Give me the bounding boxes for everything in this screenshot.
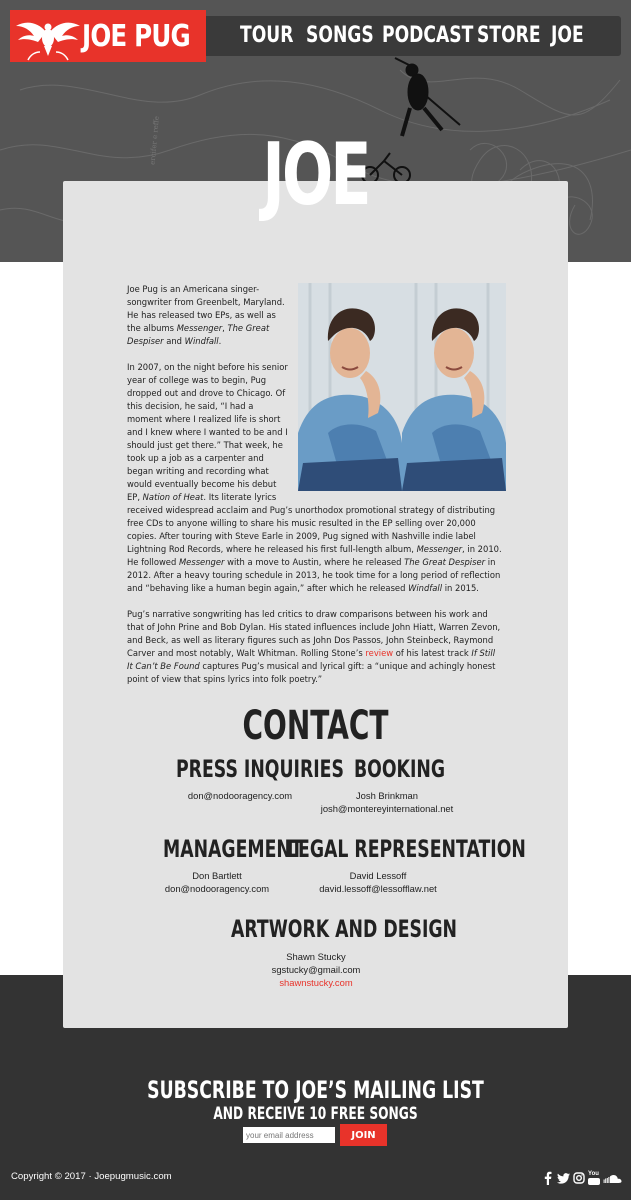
booking-name: Josh Brinkman [355, 790, 418, 801]
youtube-icon[interactable] [587, 1170, 600, 1186]
press-email[interactable]: don@nodooragency.com [187, 790, 293, 801]
management-heading: MANAGEMENT [163, 835, 303, 863]
press-heading: PRESS INQUIRIES [176, 755, 344, 783]
artwork-site-link[interactable]: shawnstucky.com [279, 977, 353, 988]
instagram-icon[interactable] [572, 1170, 585, 1186]
management-name: Don Bartlett [192, 870, 242, 881]
page-title: JOE [262, 125, 369, 225]
main-nav [206, 16, 621, 56]
soundcloud-icon[interactable] [602, 1170, 622, 1186]
logo-wordmark: JOE PUG [82, 18, 190, 54]
bio-paragraph-1: Joe Pug is an Americana singer-songwriter from Greenbelt, Maryland. He has released two EPs, as well as the albums Messenger, The Great Despiser and Windfall. [127, 284, 285, 346]
legal-email[interactable]: david.lessoff@lessofflaw.net [319, 883, 437, 894]
contact-heading: CONTACT [242, 703, 389, 749]
booking-email[interactable]: josh@montereyinternational.net [320, 803, 454, 814]
artwork-name: Shawn Stucky [286, 951, 346, 962]
bio-paragraph-2: In 2007, on the night before his senior year of college was to begin, Pug dropped out and drove to Chicago. Of this decision, he said, “I had a moment where I realized life is short and I knew where I wanted to be and I should just get there.” That week, he took up a job as a carpenter and began writing and recording what would eventually become his debut EP, Nation of Heat. Its literate lyrics received widespread acclaim and Pug’s unorthodox promotional strategy of distributing free CDs to anyone willing to share his music resulted in the EP selling over 20,000 copies. After touring with Steve Earle in 2009, Pug signed with Nashville indie label Lightning Rod Records, where he released his first full-length album, Messenger, in 2010. He followed Messenger with a move to Austin, where he released The Great Despiser in 2012. After a heavy touring schedule in 2013, he took time for a long period of reflection and “behaving like a human begin again,” after which he released Windfall in 2015. [127, 362, 502, 593]
join-button[interactable]: JOIN [340, 1124, 387, 1146]
bio-section [127, 283, 502, 699]
email-input[interactable] [243, 1127, 335, 1143]
nav-store[interactable]: STORE [477, 23, 541, 48]
nav-songs[interactable]: SONGS [306, 23, 374, 48]
artist-photo [298, 283, 506, 491]
svg-text:ercifer e reffe: ercifer e reffe [148, 115, 161, 166]
subscribe-subtitle: AND RECEIVE 10 FREE SONGS [213, 1104, 418, 1124]
artwork-heading: ARTWORK AND DESIGN [231, 915, 458, 943]
legal-heading: LEGAL REPRESENTATION [287, 835, 526, 863]
bird-emblem-icon [10, 10, 82, 62]
review-link[interactable]: review [365, 648, 394, 658]
bio-paragraph-3: Pug’s narrative songwriting has led critics to draw comparisons between his work and that of John Prine and Bob Dylan. His stated influences include John Hiatt, Warren Zevon, and Beck, as well as literary figures such as John Dos Passos, John Steinbeck, Raymond Carver and most notably, Walt Whitman. Rolling Stone’s review of his latest track If Still It Can’t Be Found captures Pug’s musical and lyrical gift: a “unique and achingly honest point of view that spins lyrics into folk poetry.” [127, 609, 501, 684]
nav-joe[interactable]: JOE [551, 23, 584, 48]
copyright-text: Copyright © 2017 · Joepugmusic.com [11, 1171, 172, 1182]
legal-name: David Lessoff [349, 870, 407, 881]
youtube-label: You [588, 1171, 599, 1177]
management-email[interactable]: don@nodooragency.com [164, 883, 270, 894]
nav-podcast[interactable]: PODCAST [382, 23, 474, 48]
booking-heading: BOOKING [354, 755, 446, 783]
facebook-icon[interactable] [542, 1170, 554, 1186]
artwork-email[interactable]: sgstucky@gmail.com [271, 964, 361, 975]
site-logo[interactable] [10, 10, 206, 62]
nav-tour[interactable]: TOUR [240, 23, 294, 48]
twitter-icon[interactable] [556, 1170, 570, 1186]
subscribe-title: SUBSCRIBE TO JOE’S MAILING LIST [147, 1076, 484, 1104]
